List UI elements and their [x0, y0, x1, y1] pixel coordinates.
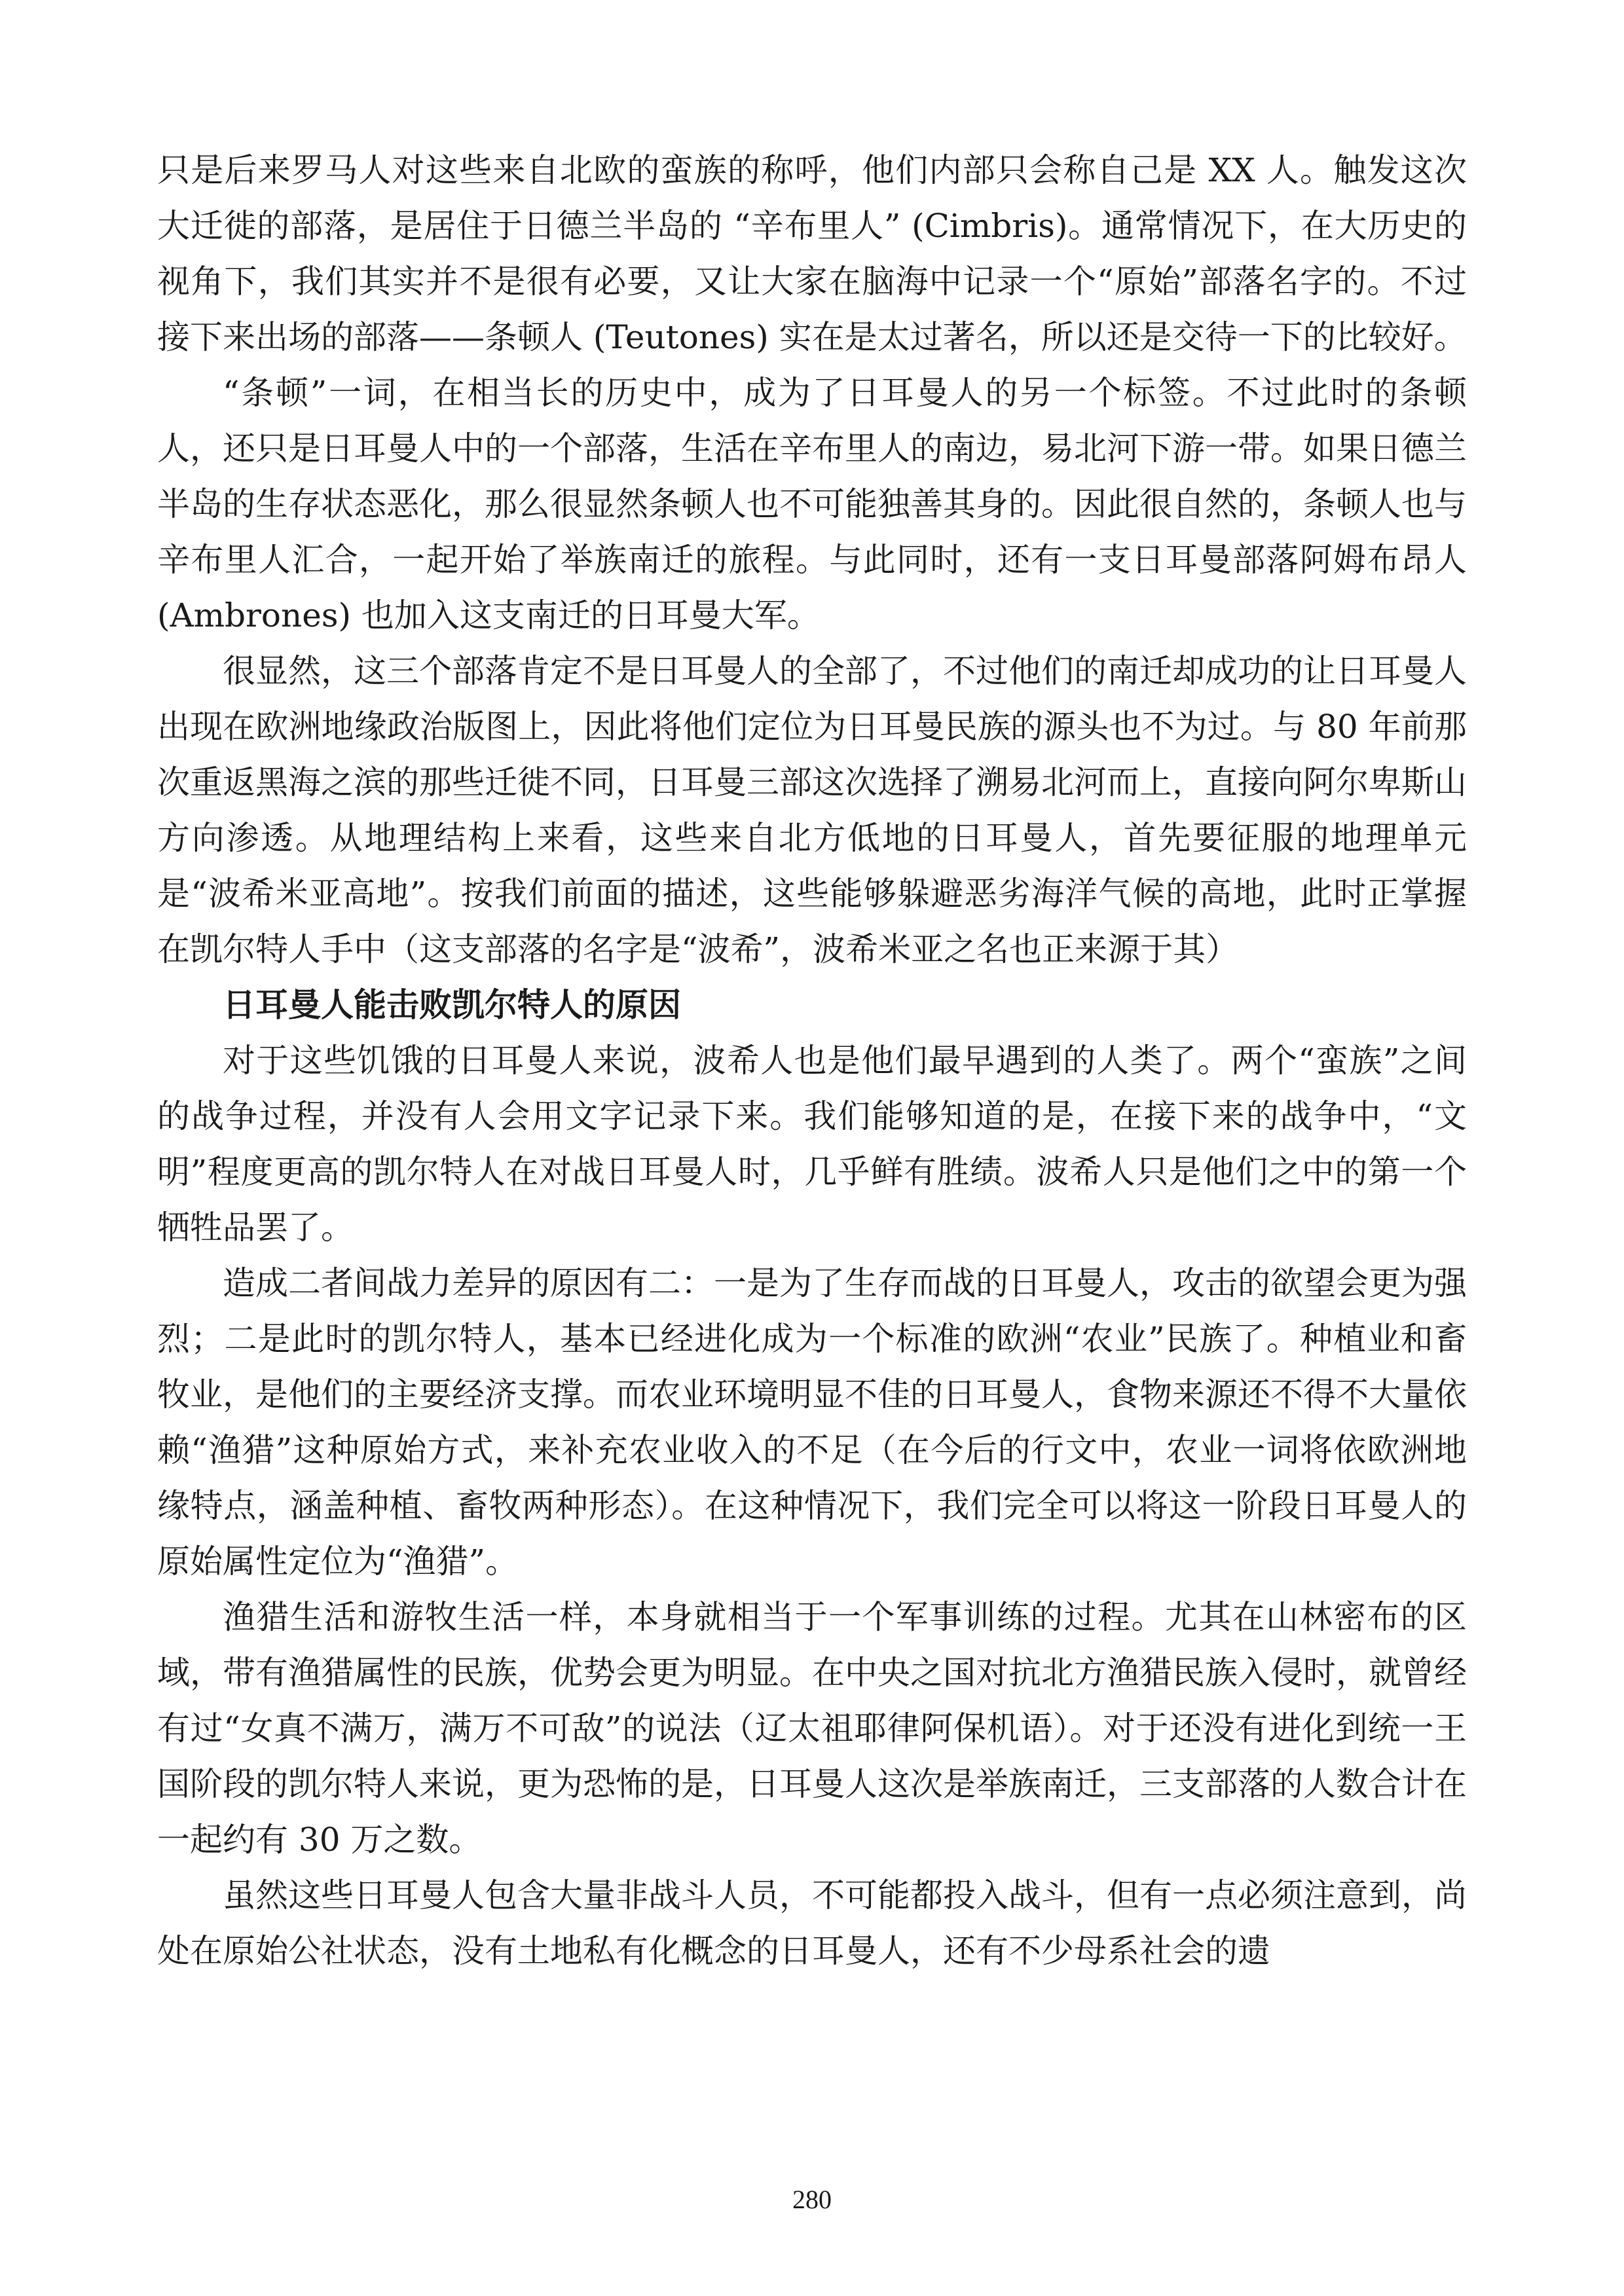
paragraph-continuation: 只是后来罗马人对这些来自北欧的蛮族的称呼，他们内部只会称自己是 XX 人。触发这次大迁徙的部落，是居住于日德兰半岛的 “辛布里人” (Cimbris)。通常情况下，在大历史的视角下，我们其实并不是很有必要，又让大家在脑海中记录一个“原始”部落名字的。不过接下来出场的部落——条顿人 (Teutones) 实在是太过著名，所以还是交待一下的比较好。: [157, 151, 1467, 356]
paragraph: “条顿”一词，在相当长的历史中，成为了日耳曼人的另一个标签。不过此时的条顿人，还只是日耳曼人中的一个部落，生活在辛布里人的南边，易北河下游一带。如果日德兰半岛的生存状态恶化，那么很显然条顿人也不可能独善其身的。因此很自然的，条顿人也与辛布里人汇合，一起开始了举族南迁的旅程。与此同时，还有一支日耳曼部落阿姆布昂人 (Ambrones) 也加入这支南迁的日耳曼大军。: [157, 374, 1467, 634]
body-text: [157, 143, 1467, 1979]
paragraph: 对于这些饥饿的日耳曼人来说，波希人也是他们最早遇到的人类了。两个“蛮族”之间的战争过程，并没有人会用文字记录下来。我们能够知道的是，在接下来的战争中，“文明”程度更高的凯尔特人在对战日耳曼人时，几乎鲜有胜绩。波希人只是他们之中的第一个牺牲品罢了。: [157, 1042, 1467, 1247]
paragraph: 渔猎生活和游牧生活一样，本身就相当于一个军事训练的过程。尤其在山林密布的区域，带有渔猎属性的民族，优势会更为明显。在中央之国对抗北方渔猎民族入侵时，就曾经有过“女真不满万，满万不可敌”的说法（辽太祖耶律阿保机语）。对于还没有进化到统一王国阶段的凯尔特人来说，更为恐怖的是，日耳曼人这次是举族南迁，三支部落的人数合计在一起约有 30 万之数。: [157, 1598, 1467, 1859]
paragraph: 虽然这些日耳曼人包含大量非战斗人员，不可能都投入战斗，但有一点必须注意到，尚处在原始公社状态，没有土地私有化概念的日耳曼人，还有不少母系社会的遗: [157, 1876, 1467, 1970]
paragraph: 很显然，这三个部落肯定不是日耳曼人的全部了，不过他们的南迁却成功的让日耳曼人出现在欧洲地缘政治版图上，因此将他们定位为日耳曼民族的源头也不为过。与 80 年前那次重返黑海之滨的那些迁徙不同，日耳曼三部这次选择了溯易北河而上，直接向阿尔卑斯山方向渗透。从地理结构上来看，这些来自北方低地的日耳曼人，首先要征服的地理单元是“波希米亚高地”。按我们前面的描述，这些能够躲避恶劣海洋气候的高地，此时正掌握在凯尔特人手中（这支部落的名字是“波希”，波希米亚之名也正来源于其）: [157, 652, 1467, 968]
page-number: 280: [792, 2185, 832, 2214]
paragraph: 造成二者间战力差异的原因有二：一是为了生存而战的日耳曼人，攻击的欲望会更为强烈；二是此时的凯尔特人，基本已经进化成为一个标准的欧洲“农业”民族了。种植业和畜牧业，是他们的主要经济支撑。而农业环境明显不佳的日耳曼人，食物来源还不得不大量依赖“渔猎”这种原始方式，来补充农业收入的不足（在今后的行文中，农业一词将依欧洲地缘特点，涵盖种植、畜牧两种形态）。在这种情况下，我们完全可以将这一阶段日耳曼人的原始属性定位为“渔猎”。: [157, 1264, 1467, 1580]
section-heading: 日耳曼人能击败凯尔特人的原因: [223, 986, 681, 1024]
